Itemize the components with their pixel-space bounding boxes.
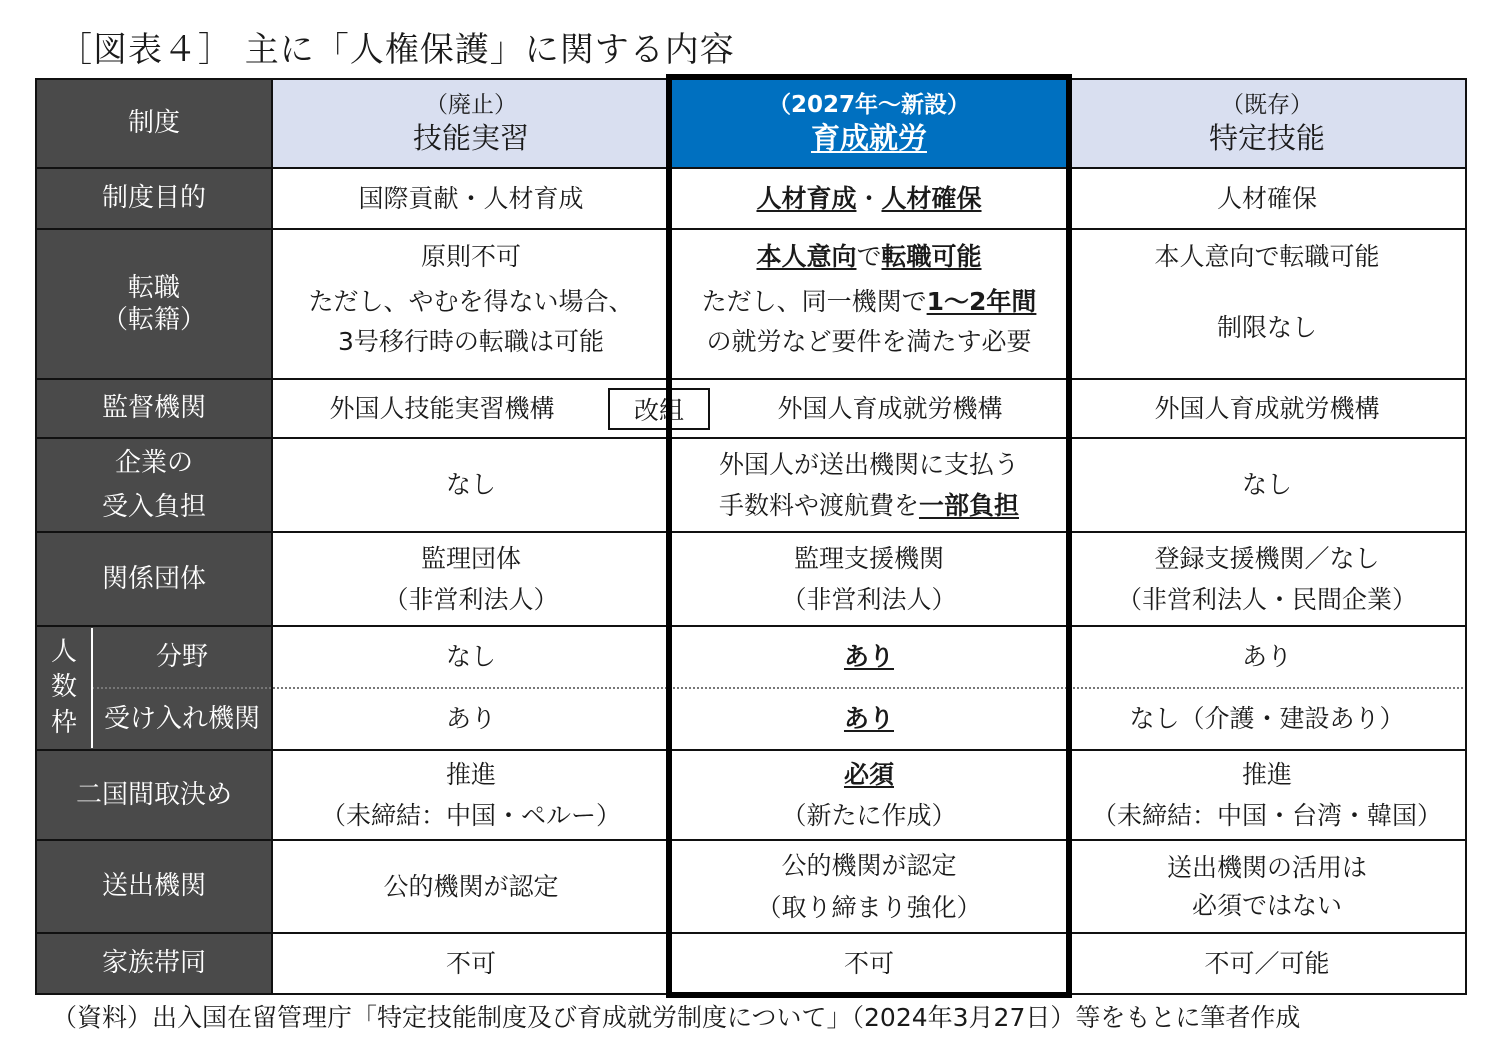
label-text: 家族帯同 bbox=[101, 948, 206, 979]
grid-line bbox=[36, 531, 1467, 533]
label-text: 転職 bbox=[127, 272, 180, 303]
bilateral-existing bbox=[1068, 750, 1466, 840]
purpose-existing bbox=[1068, 168, 1466, 229]
sending-new bbox=[670, 840, 1068, 933]
grid-line bbox=[36, 378, 1467, 380]
purpose-new bbox=[670, 168, 1068, 229]
cell-text: 外国人育成就労機構 bbox=[1154, 393, 1380, 423]
supervisor-existing bbox=[1068, 379, 1466, 438]
transfer-old bbox=[272, 229, 670, 379]
cell-text: 登録支援機関／なし bbox=[1154, 543, 1380, 573]
burden-old bbox=[272, 438, 670, 532]
status-label: （既存） bbox=[1221, 92, 1313, 118]
burden-new bbox=[670, 438, 1068, 532]
emphasis-text: あり bbox=[843, 642, 894, 672]
column-header-new bbox=[670, 79, 1068, 168]
cell-text: （未締結：中国・台湾・韓国） bbox=[1091, 801, 1442, 830]
cell-text: あり bbox=[1241, 642, 1292, 672]
label-text: 制度目的 bbox=[101, 183, 206, 214]
transfer-existing bbox=[1068, 229, 1466, 379]
organizations-old bbox=[272, 532, 670, 626]
cell-text: なし bbox=[445, 642, 496, 672]
grid-line bbox=[36, 749, 1467, 751]
quota-employer-existing bbox=[1068, 688, 1466, 750]
row-label-sending bbox=[36, 840, 272, 933]
grid-line bbox=[1067, 78, 1069, 995]
system-name: 技能実習 bbox=[412, 120, 529, 155]
family-new bbox=[670, 933, 1068, 994]
column-header-existing bbox=[1068, 79, 1466, 168]
row-label-quota-field bbox=[92, 626, 272, 688]
label-text: 受入負担 bbox=[101, 492, 206, 522]
label-text: 受け入れ機関 bbox=[103, 703, 260, 734]
organizations-existing bbox=[1068, 532, 1466, 626]
label-text: 企業の bbox=[114, 447, 193, 478]
cell-text: 公的機関が認定 bbox=[781, 851, 957, 881]
cell-text: ただし、やむを得ない場合、 bbox=[308, 287, 634, 317]
dotted-divider bbox=[92, 687, 1467, 689]
grid-line bbox=[669, 78, 671, 995]
row-label-quota bbox=[36, 626, 92, 750]
row-label-family bbox=[36, 933, 272, 994]
cell-text: （非営利法人） bbox=[383, 585, 559, 614]
sending-old bbox=[272, 840, 670, 933]
cell-text: なし（介護・建設あり） bbox=[1129, 704, 1405, 734]
cell-text: ただし、同一機関で bbox=[701, 287, 927, 317]
figure-title: ［図表４］ 主に「人権保護」に関する内容 bbox=[58, 30, 735, 70]
label-text: 監督機関 bbox=[101, 393, 206, 424]
cell-text: 国際貢献・人材育成 bbox=[358, 183, 584, 213]
burden-existing bbox=[1068, 438, 1466, 532]
status-label: （廃止） bbox=[425, 92, 517, 118]
grid-line bbox=[271, 78, 273, 995]
grid-line bbox=[36, 437, 1467, 439]
cell-text: 公的機関が認定 bbox=[383, 871, 559, 901]
grid-line bbox=[36, 993, 1467, 995]
grid-line bbox=[36, 78, 1467, 80]
cell-text: 不可 bbox=[445, 948, 496, 978]
cell-text: 推進 bbox=[1241, 759, 1292, 789]
family-old bbox=[272, 933, 670, 994]
cell-text: 不可／可能 bbox=[1204, 948, 1330, 978]
cell-text: 外国人技能実習機構 bbox=[329, 393, 555, 423]
row-label-burden bbox=[36, 438, 272, 532]
separator: ・ bbox=[856, 183, 882, 213]
label-char: 枠 bbox=[50, 707, 77, 738]
label-text: 送出機関 bbox=[101, 871, 206, 902]
cell-text: 監理団体 bbox=[420, 543, 521, 573]
cell-text: 送出機関の活用は bbox=[1166, 853, 1367, 883]
cell-text: 人材確保 bbox=[1216, 183, 1317, 213]
supervisor-new bbox=[712, 379, 1068, 438]
supervisor-old bbox=[272, 379, 612, 438]
label-text: （転籍） bbox=[101, 305, 206, 335]
label-char: 数 bbox=[50, 672, 77, 703]
row-label-quota-employer bbox=[92, 688, 272, 750]
quota-field-old bbox=[272, 626, 670, 688]
grid-line bbox=[36, 625, 1467, 627]
emphasis-text: 転職可能 bbox=[881, 242, 982, 271]
label-text: 分野 bbox=[155, 641, 208, 672]
emphasis-text: あり bbox=[843, 704, 894, 734]
row-label-organizations bbox=[36, 532, 272, 626]
row-label-bilateral bbox=[36, 750, 272, 840]
emphasis-text: 1～2年間 bbox=[926, 287, 1037, 317]
badge-text: 改組 bbox=[633, 396, 684, 425]
row-label-supervisor bbox=[36, 379, 272, 438]
cell-text: 推進 bbox=[445, 759, 496, 789]
column-header-old bbox=[272, 79, 670, 168]
cell-text: 必須ではない bbox=[1191, 890, 1342, 920]
grid-line bbox=[36, 228, 1467, 230]
row-label-transfer bbox=[36, 229, 272, 379]
row-label-system bbox=[36, 79, 272, 168]
grid-line bbox=[36, 932, 1467, 934]
grid-line bbox=[36, 839, 1467, 841]
cell-text: 原則不可 bbox=[420, 242, 521, 271]
cell-text: 不可 bbox=[843, 948, 894, 978]
cell-text: の就労など要件を満たす必要 bbox=[706, 326, 1032, 356]
emphasis-text: 必須 bbox=[843, 759, 894, 789]
quota-employer-old bbox=[272, 688, 670, 750]
system-name: 育成就労 bbox=[810, 120, 927, 155]
label-text: 制度 bbox=[127, 108, 180, 139]
sending-existing bbox=[1068, 840, 1466, 933]
cell-text: 制限なし bbox=[1216, 313, 1317, 343]
system-name: 特定技能 bbox=[1208, 120, 1325, 155]
quota-field-existing bbox=[1068, 626, 1466, 688]
emphasis-text: 人材育成 bbox=[756, 183, 857, 213]
cell-text: 監理支援機関 bbox=[793, 543, 944, 573]
cell-text: （非営利法人・民間企業） bbox=[1116, 585, 1417, 614]
transfer-new bbox=[670, 229, 1068, 379]
bilateral-old bbox=[272, 750, 670, 840]
quota-divider bbox=[91, 628, 93, 748]
grid-line bbox=[1465, 78, 1467, 995]
cell-text: で bbox=[856, 242, 882, 271]
label-text: 関係団体 bbox=[101, 563, 206, 594]
row-label-purpose bbox=[36, 168, 272, 229]
cell-text: 3号移行時の転職は可能 bbox=[338, 326, 604, 356]
cell-text: なし bbox=[1241, 470, 1292, 500]
purpose-old bbox=[272, 168, 670, 229]
quota-field-new bbox=[670, 626, 1068, 688]
bilateral-new bbox=[670, 750, 1068, 840]
reorganization-badge bbox=[608, 388, 710, 430]
label-char: 人 bbox=[50, 637, 77, 668]
cell-text: 外国人育成就労機構 bbox=[777, 393, 1003, 423]
grid-line bbox=[36, 167, 1467, 169]
emphasis-text: 人材確保 bbox=[881, 183, 982, 213]
status-label: （2027年～新設） bbox=[767, 92, 970, 118]
quota-employer-new bbox=[670, 688, 1068, 750]
cell-text: なし bbox=[445, 470, 496, 500]
emphasis-text: 一部負担 bbox=[919, 491, 1020, 520]
cell-text: （新たに作成） bbox=[781, 801, 957, 830]
cell-text: 外国人が送出機関に支払う bbox=[718, 449, 1019, 479]
cell-text: あり bbox=[445, 704, 496, 734]
family-existing bbox=[1068, 933, 1466, 994]
cell-text: 手数料や渡航費を bbox=[718, 491, 919, 520]
emphasis-text: 本人意向 bbox=[756, 242, 857, 271]
source-note: （資料）出入国在留管理庁「特定技能制度及び育成就労制度について」（2024年3月27日）等をもとに筆者作成 bbox=[52, 1003, 1301, 1032]
organizations-new bbox=[670, 532, 1068, 626]
cell-text: 本人意向で転職可能 bbox=[1154, 242, 1380, 271]
grid-line bbox=[35, 78, 37, 995]
label-text: 二国間取決め bbox=[75, 779, 232, 810]
cell-text: （非営利法人） bbox=[781, 585, 957, 614]
cell-text: （未締結：中国・ペルー） bbox=[320, 801, 621, 830]
cell-text: （取り締まり強化） bbox=[756, 892, 982, 922]
